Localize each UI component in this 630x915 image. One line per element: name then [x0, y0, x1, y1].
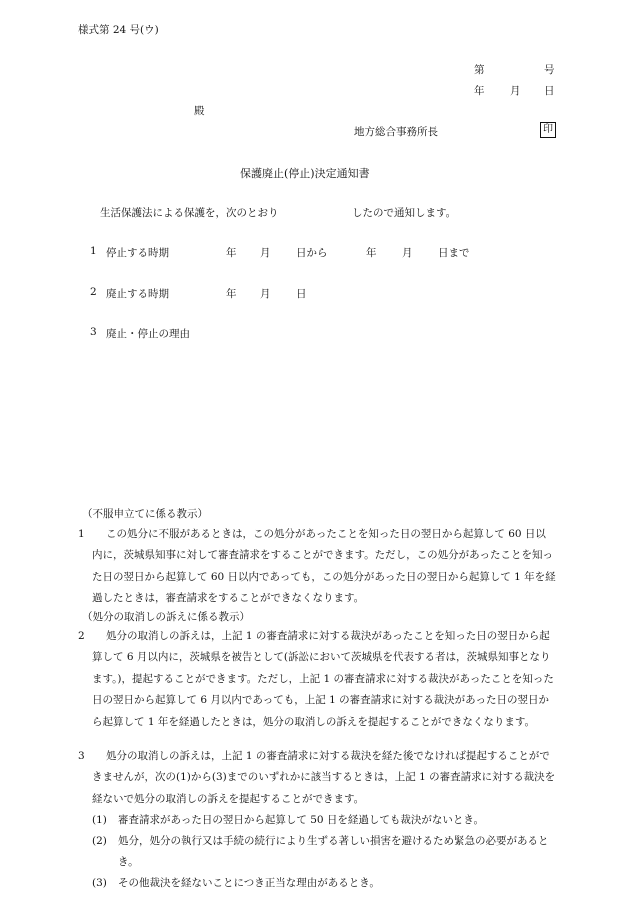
sub-item-2: [92, 831, 556, 874]
item-1-day-until: 日まで: [438, 247, 470, 259]
paragraph-2-number: 2: [78, 630, 85, 642]
sub-item-1: [92, 810, 556, 831]
sub-item-3-number: (3): [92, 877, 107, 889]
sub-item-1-number: (1): [92, 814, 107, 826]
item-1-month-from: 月: [260, 247, 271, 259]
instruction-paragraph-3: [78, 746, 556, 810]
item-2-label: 廃止する時期: [106, 288, 169, 300]
item-1-number: 1: [90, 245, 97, 257]
item-2-month: 月: [260, 288, 271, 300]
item-1-month-until: 月: [402, 247, 413, 259]
intro-after: したので通知します。: [352, 207, 457, 219]
paragraph-3-text: 処分の取消しの訴えは，上記 1 の審査請求に対する裁決を経た後でなければ提起することができませんが，次の(1)から(3)までのいずれかに該当するときは，上記 1 の審査請求に対する裁決を経ないで処分の取消しの訴えを提起することができます。: [92, 750, 556, 805]
item-2-year: 年: [226, 288, 237, 300]
date-day-label: 日: [544, 85, 555, 97]
item-3-label: 廃止・停止の理由: [106, 328, 190, 340]
intro-before: 生活保護法による保護を，次のとおり: [100, 207, 279, 219]
instruction-paragraph-1: [78, 524, 556, 610]
sub-item-3: [92, 873, 556, 894]
item-2-number: 2: [90, 286, 97, 298]
paragraph-1-text: この処分に不服があるときは，この処分があったことを知った日の翌日から起算して 60 日以内に，茨城県知事に対して審査請求をすることができます。ただし，この処分があったことを知った日の翌日から起算して 60 日以内であっても，この処分があった日の翌日から起算して 1 年を経過したときは，審査請求をすることができなくなります。: [92, 528, 556, 605]
issuer-name: 地方総合事務所長: [354, 126, 438, 138]
lawsuit-heading: （処分の取消しの訴えに係る教示）: [82, 611, 250, 623]
document-title: 保護廃止(停止)決定通知書: [240, 167, 370, 180]
seal-mark: 印: [540, 122, 556, 138]
sub-item-1-text: 審査請求があった日の翌日から起算して 50 日を経過しても裁決がないとき。: [118, 814, 485, 826]
form-number: 様式第 24 号(ウ): [78, 24, 159, 36]
addressee-suffix: 殿: [194, 105, 205, 117]
item-1-label: 停止する時期: [106, 247, 169, 259]
sub-item-2-text: 処分，処分の執行又は手続の続行により生ずる著しい損害を避けるため緊急の必要があるとき。: [118, 835, 549, 869]
paragraph-3-number: 3: [78, 750, 85, 762]
seal-box: [540, 122, 556, 138]
item-3-number: 3: [90, 326, 97, 338]
item-1-year-from: 年: [226, 247, 237, 259]
date-year-label: 年: [474, 85, 485, 97]
item-2-day: 日: [296, 288, 307, 300]
item-1-day-from: 日から: [296, 247, 328, 259]
paragraph-1-number: 1: [78, 528, 85, 540]
date-month-label: 月: [510, 85, 521, 97]
sub-item-3-text: その他裁決を経ないことにつき正当な理由があるとき。: [118, 877, 380, 889]
doc-number-prefix: 第: [474, 64, 485, 76]
appeal-heading: （不服申立てに係る教示）: [82, 508, 208, 520]
doc-number-suffix: 号: [544, 64, 555, 76]
instruction-paragraph-2: [78, 626, 556, 733]
sub-item-2-number: (2): [92, 835, 107, 847]
item-1-year-until: 年: [366, 247, 377, 259]
paragraph-2-text: 処分の取消しの訴えは，上記 1 の審査請求に対する裁決があったことを知った日の翌日から起算して 6 月以内に，茨城県を被告として(訴訟において茨城県を代表する者は，茨城県知事となります。)，提起することができます。ただし，上記 1 の審査請求に対する裁決があったことを知った日の翌日から起算して 6 月以内であっても，上記 1 の審査請求に対する裁決があった日の翌日から起算して 1 年を経過したときは，処分の取消しの訴えを提起することができなくなります。: [92, 630, 554, 728]
